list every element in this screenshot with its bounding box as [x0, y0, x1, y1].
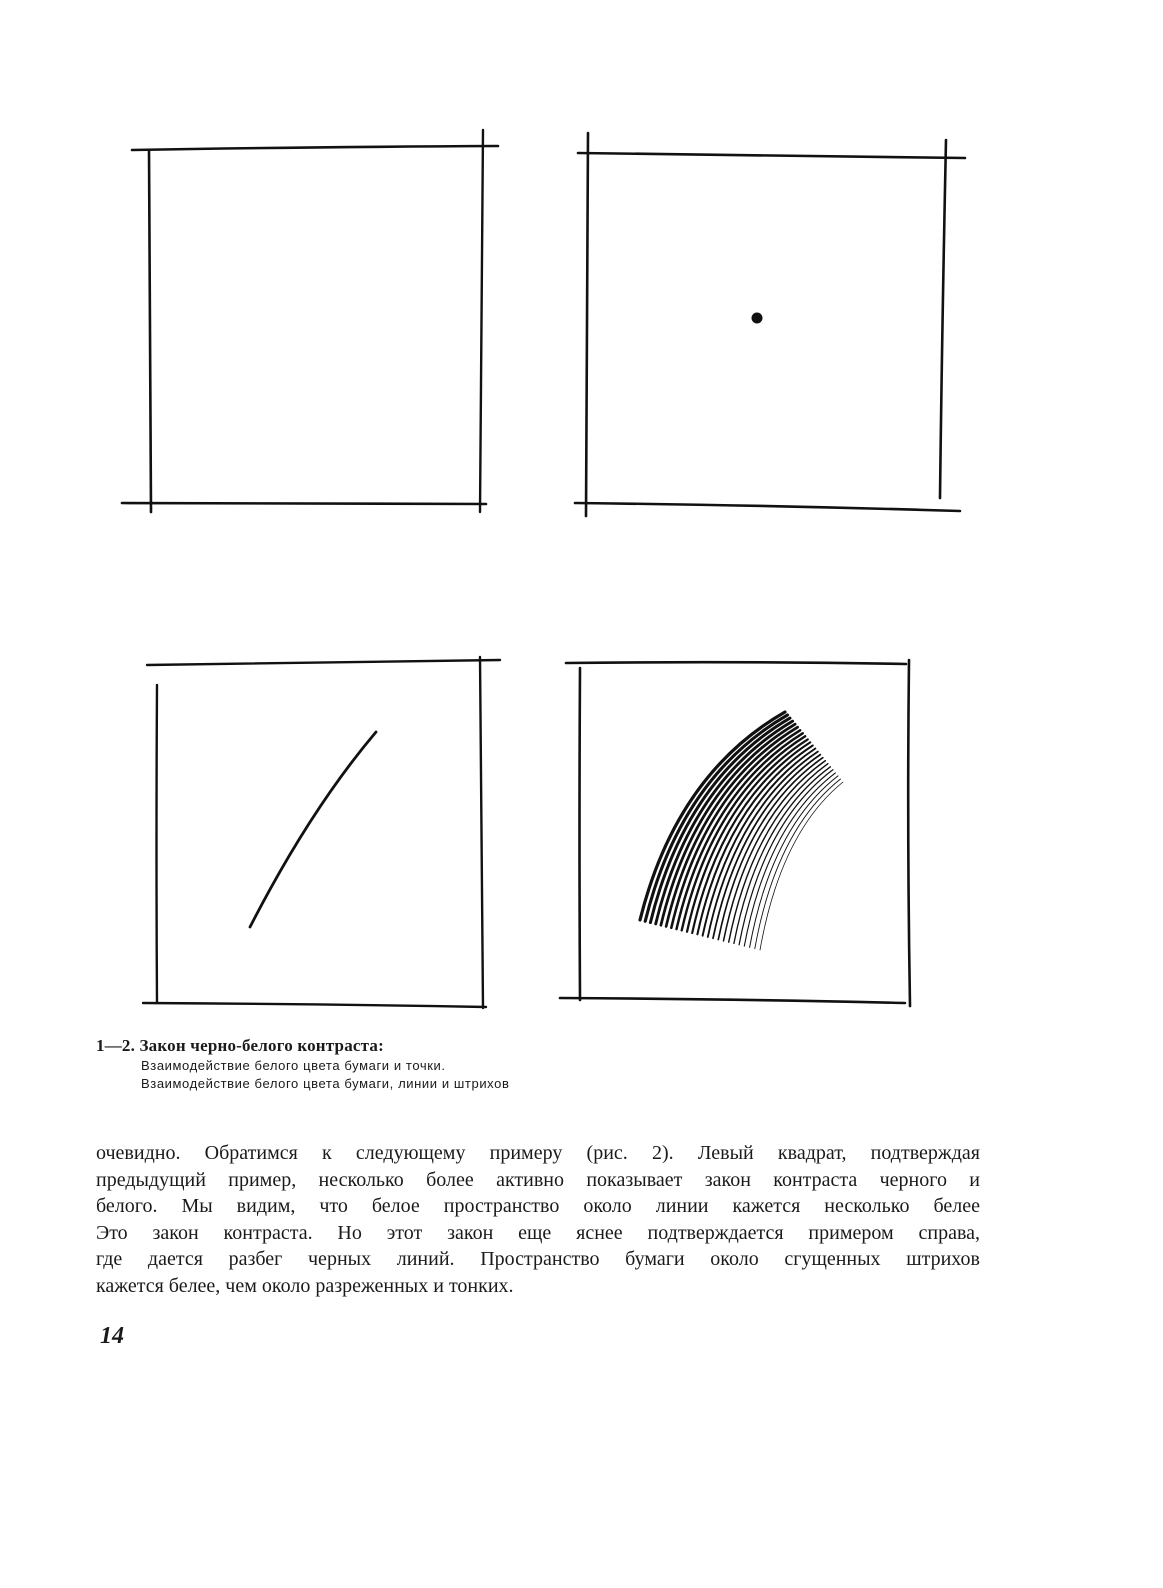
caption-line-2: Взаимодействие белого цвета бумаги, линии и штрихов [141, 1076, 510, 1091]
body-paragraph [96, 1140, 980, 1299]
square-empty [122, 130, 498, 512]
body-line-5: где дается разбег черных линий. Пространство бумаги около сгущенных штрихов [96, 1248, 980, 1270]
center-dot [752, 313, 763, 324]
body-line-6: кажется белее, чем около разреженных и тонких. [96, 1274, 514, 1297]
square-dot [575, 133, 965, 516]
caption-line-1: Взаимодействие белого цвета бумаги и точки. [141, 1058, 446, 1073]
body-line-4: Это закон контраста. Но этот закон еще яснее подтверждается примером справа, [96, 1221, 980, 1244]
body-line-1: очевидно. Обратимся к следующему примеру (рис. 2). Левый квадрат, подтверждая [96, 1142, 980, 1164]
hatch-stroke [718, 758, 823, 940]
hatch-stroke [640, 712, 785, 920]
body-line-3: белого. Мы видим, что белое пространство около линии кажется несколько белее [96, 1195, 980, 1217]
figure-caption [96, 1035, 509, 1093]
square-hatching [560, 660, 910, 1006]
page-number: 14 [100, 1323, 124, 1349]
body-line-2: предыдущий пример, несколько более активно показывает закон контраста черного и [96, 1168, 980, 1191]
hatching-strokes [640, 712, 843, 950]
diagonal-stroke [250, 732, 376, 927]
square-line [143, 657, 500, 1008]
caption-title: 1—2. Закон черно-белого контраста: [96, 1036, 384, 1055]
